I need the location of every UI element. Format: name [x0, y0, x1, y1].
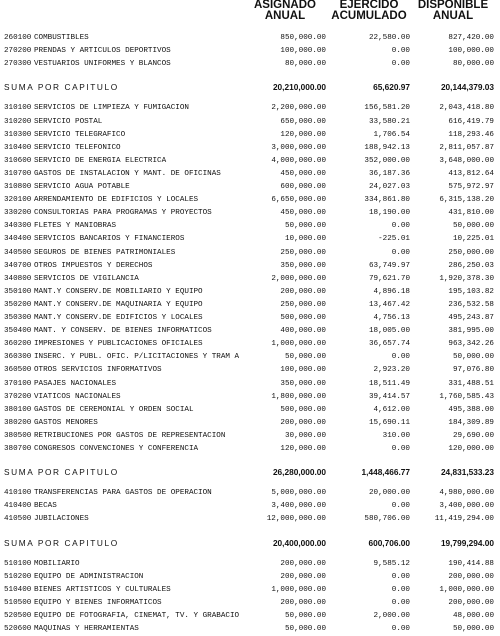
table-row — [0, 378, 500, 391]
account-description: FLETES Y MANIOBRAS — [34, 222, 117, 231]
account-code: 340500 — [4, 248, 32, 257]
disponible-value: 11,419,294.00 — [434, 515, 494, 524]
disponible-value: 250,000.00 — [448, 248, 494, 257]
disponible-value: 20,144,379.03 — [440, 82, 494, 93]
account-description: VIATICOS NACIONALES — [34, 392, 121, 401]
asignado-value: 2,000,000.00 — [271, 274, 326, 283]
account-code: 360200 — [4, 340, 32, 349]
asignado-value: 3,000,000.00 — [271, 143, 326, 152]
disponible-value: 3,400,000.00 — [439, 502, 494, 511]
table-row — [0, 417, 500, 430]
account-description: COMBUSTIBLES — [34, 34, 89, 42]
table-row — [0, 364, 500, 377]
disponible-value: 97,076.80 — [452, 366, 494, 375]
disponible-value: 24,831,533.23 — [440, 467, 494, 478]
disponible-value: 4,980,000.00 — [439, 489, 494, 498]
ejercido-value: 22,580.00 — [368, 34, 410, 42]
table-row — [0, 168, 500, 181]
asignado-value: 500,000.00 — [280, 314, 326, 322]
disponible-value: 184,309.89 — [448, 418, 494, 427]
asignado-value: 350,000.00 — [280, 379, 326, 388]
asignado-value: 3,400,000.00 — [271, 502, 326, 511]
account-code: 270300 — [4, 60, 32, 69]
table-row — [0, 500, 500, 513]
asignado-value: 350,000.00 — [280, 261, 326, 270]
account-description: SUMA POR CAPITULO — [4, 467, 119, 478]
asignado-value: 100,000.00 — [280, 366, 326, 375]
account-description: ARRENDAMIENTO DE EDIFICIOS Y LOCALES — [34, 196, 199, 205]
header-ejercido-line2: ACUMULADO — [331, 10, 407, 22]
table-row — [0, 351, 500, 364]
asignado-value: 12,000,000.00 — [266, 515, 326, 524]
account-code: 380200 — [4, 418, 32, 427]
ejercido-value: 36,657.74 — [368, 340, 410, 349]
ejercido-value: 1,448,466.77 — [361, 467, 410, 478]
disponible-value: 120,000.00 — [448, 445, 494, 453]
ejercido-value: 0.00 — [391, 353, 410, 362]
asignado-value: 10,000.00 — [284, 235, 326, 244]
header-asignado-line2: ANUAL — [264, 10, 306, 22]
disponible-value: 286,250.03 — [448, 261, 494, 270]
header-disponible-line2: ANUAL — [432, 10, 474, 22]
asignado-value: 1,000,000.00 — [271, 585, 326, 594]
ejercido-value: 39,414.57 — [368, 392, 410, 401]
ejercido-value: 15,690.11 — [368, 418, 410, 427]
disponible-value: 118,293.46 — [448, 130, 494, 139]
account-description: RETRIBUCIONES POR GASTOS DE REPRESENTACION — [34, 431, 226, 440]
account-description: MANT.Y CONSERV.DE EDIFICIOS Y LOCALES — [34, 314, 203, 322]
account-code: 380700 — [4, 445, 32, 453]
asignado-value: 450,000.00 — [280, 209, 326, 218]
disponible-value: 190,414.88 — [448, 559, 494, 568]
disponible-value: 48,000.00 — [452, 612, 494, 620]
account-description: BECAS — [34, 502, 57, 511]
ejercido-value: 0.00 — [391, 585, 410, 594]
asignado-value: 400,000.00 — [280, 327, 326, 336]
account-code: 310800 — [4, 183, 32, 191]
account-description: JUBILACIONES — [34, 515, 89, 524]
account-code: 350100 — [4, 287, 32, 296]
disponible-value: 575,972.97 — [448, 183, 494, 191]
disponible-value: 381,995.00 — [448, 327, 494, 336]
ejercido-value: 352,000.00 — [364, 156, 410, 165]
account-description: SERVICIO AGUA POTABLE — [34, 183, 130, 191]
account-description: GASTOS MENORES — [34, 418, 98, 427]
account-code: 510400 — [4, 585, 32, 594]
account-code: 520600 — [4, 625, 32, 634]
chapter-total-row — [0, 81, 500, 94]
ejercido-value: 18,511.49 — [368, 379, 410, 388]
asignado-value: 850,000.00 — [280, 34, 326, 42]
table-row — [0, 597, 500, 610]
disponible-value: 200,000.00 — [448, 572, 494, 581]
table-row — [0, 391, 500, 404]
account-description: SERVICIO TELEFONICO — [34, 143, 121, 152]
asignado-value: 4,000,000.00 — [271, 156, 326, 165]
account-description: INSERC. Y PUBL. OFIC. P/LICITACIONES Y TRAM A — [34, 353, 240, 362]
table-row — [0, 513, 500, 526]
account-description: SERVICIOS DE LIMPIEZA Y FUMIGACION — [34, 104, 189, 113]
table-row — [0, 116, 500, 129]
disponible-value: 195,103.82 — [448, 287, 494, 296]
account-code: 310300 — [4, 130, 32, 139]
disponible-value: 50,000.00 — [452, 222, 494, 231]
disponible-value: 1,760,585.43 — [439, 392, 494, 401]
ejercido-value: 188,942.13 — [364, 143, 410, 152]
asignado-value: 200,000.00 — [280, 572, 326, 581]
ejercido-value: 65,620.97 — [373, 82, 410, 93]
disponible-value: 2,043,418.80 — [439, 104, 494, 113]
disponible-value: 19,799,294.00 — [440, 537, 494, 548]
account-description: SERVICIO POSTAL — [34, 117, 103, 126]
account-description: SERVICIO TELEGRAFICO — [34, 130, 126, 139]
account-description: OTROS IMPUESTOS Y DERECHOS — [34, 261, 153, 270]
table-row — [0, 299, 500, 312]
account-code: 270200 — [4, 47, 32, 56]
disponible-value: 616,419.79 — [448, 117, 494, 126]
account-description: SUMA POR CAPITULO — [4, 82, 119, 93]
table-row — [0, 338, 500, 351]
account-code: 350400 — [4, 327, 32, 336]
table-row — [0, 487, 500, 500]
account-description: CONSULTORIAS PARA PROGRAMAS Y PROYECTOS — [34, 209, 212, 218]
account-code: 510500 — [4, 598, 32, 607]
header-ejercido — [328, 0, 410, 30]
account-code: 350300 — [4, 314, 32, 322]
account-description: OTROS SERVICIOS INFORMATIVOS — [34, 366, 162, 375]
header-disponible-line1: DISPONIBLE — [417, 0, 489, 11]
account-description: MANT.Y CONSERV.DE MAQUINARIA Y EQUIPO — [34, 300, 203, 309]
asignado-value: 100,000.00 — [280, 47, 326, 56]
ejercido-value: 0.00 — [391, 248, 410, 257]
account-code: 360500 — [4, 366, 32, 375]
table-row — [0, 233, 500, 246]
ejercido-value: 0.00 — [391, 222, 410, 231]
account-code: 320100 — [4, 196, 32, 205]
account-code: 310200 — [4, 117, 32, 126]
header-disponible — [412, 0, 494, 30]
account-code: 370100 — [4, 379, 32, 388]
table-row — [0, 260, 500, 273]
account-code: 370200 — [4, 392, 32, 401]
account-description: EQUIPO Y BIENES INFORMATICOS — [34, 598, 162, 607]
account-description: VESTUARIOS UNIFORMES Y BLANCOS — [34, 60, 171, 69]
table-row — [0, 430, 500, 443]
ejercido-value: 0.00 — [391, 625, 410, 634]
table-row — [0, 181, 500, 194]
table-row — [0, 102, 500, 115]
header-ejercido-line1: EJERCIDO — [339, 0, 399, 11]
account-code: 310600 — [4, 156, 32, 165]
table-row — [0, 286, 500, 299]
disponible-value: 200,000.00 — [448, 598, 494, 607]
ejercido-value: 20,000.00 — [368, 489, 410, 498]
asignado-value: 120,000.00 — [280, 445, 326, 453]
ejercido-value: 0.00 — [391, 47, 410, 56]
ejercido-value: 310.00 — [382, 431, 410, 440]
table-row — [0, 623, 500, 636]
asignado-value: 50,000.00 — [284, 612, 326, 620]
account-code: 310100 — [4, 104, 32, 113]
chapter-total-row — [0, 537, 500, 550]
table-row — [0, 247, 500, 260]
asignado-value: 200,000.00 — [280, 418, 326, 427]
account-description: MANT.Y CONSERV.DE MOBILIARIO Y EQUIPO — [34, 287, 203, 296]
account-description: PRENDAS Y ARTICULOS DEPORTIVOS — [34, 47, 171, 56]
account-code: 260100 — [4, 34, 32, 42]
ejercido-value: 334,861.80 — [364, 196, 410, 205]
asignado-value: 6,650,000.00 — [271, 196, 326, 205]
ejercido-value: 18,190.00 — [368, 209, 410, 218]
asignado-value: 120,000.00 — [280, 130, 326, 139]
ejercido-value: 4,612.00 — [373, 405, 410, 414]
table-row — [0, 45, 500, 58]
account-code: 340800 — [4, 274, 32, 283]
asignado-value: 650,000.00 — [280, 117, 326, 126]
account-code: 340400 — [4, 235, 32, 244]
disponible-value: 3,648,000.00 — [439, 156, 494, 165]
table-row — [0, 207, 500, 220]
asignado-value: 1,000,000.00 — [271, 340, 326, 349]
table-row — [0, 571, 500, 584]
account-code: 380100 — [4, 405, 32, 414]
table-row — [0, 610, 500, 623]
ejercido-value: 4,896.18 — [373, 287, 410, 296]
disponible-value: 6,315,138.20 — [439, 196, 494, 205]
account-description: EQUIPO DE FOTOGRAFIA, CINEMAT, TV. Y GRABACIO — [34, 612, 240, 620]
header-asignado-line1: ASIGNADO — [254, 0, 316, 11]
table-row — [0, 273, 500, 286]
account-code: 410500 — [4, 515, 32, 524]
table-row — [0, 142, 500, 155]
ejercido-value: 63,749.97 — [368, 261, 410, 270]
ejercido-value: 580,706.00 — [364, 515, 410, 524]
table-row — [0, 58, 500, 71]
account-description: SERVICIO DE ENERGIA ELECTRICA — [34, 156, 167, 165]
ejercido-value: 79,621.70 — [368, 274, 410, 283]
header-asignado — [244, 0, 326, 30]
asignado-value: 200,000.00 — [280, 598, 326, 607]
ejercido-value: -225.01 — [378, 235, 410, 244]
table-row — [0, 584, 500, 597]
account-description: MAQUINAS Y HERRAMIENTAS — [34, 625, 139, 634]
asignado-value: 26,280,000.00 — [272, 467, 326, 478]
asignado-value: 50,000.00 — [284, 353, 326, 362]
disponible-value: 1,920,378.30 — [439, 274, 494, 283]
asignado-value: 1,800,000.00 — [271, 392, 326, 401]
account-description: GASTOS DE INSTALACION Y MANT. DE OFICINAS — [34, 169, 221, 178]
asignado-value: 20,400,000.00 — [272, 537, 326, 548]
asignado-value: 250,000.00 — [280, 248, 326, 257]
account-description: TRANSFERENCIAS PARA GASTOS DE OPERACION — [34, 489, 212, 498]
asignado-value: 250,000.00 — [280, 300, 326, 309]
disponible-value: 50,000.00 — [452, 625, 494, 634]
account-code: 520500 — [4, 612, 32, 620]
account-code: 310400 — [4, 143, 32, 152]
asignado-value: 80,000.00 — [284, 60, 326, 69]
table-row — [0, 32, 500, 45]
ejercido-value: 9,585.12 — [373, 559, 410, 568]
ejercido-value: 36,187.36 — [368, 169, 410, 178]
ejercido-value: 2,000.00 — [373, 612, 410, 620]
account-description: GASTOS DE CEREMONIAL Y ORDEN SOCIAL — [34, 405, 194, 414]
table-row — [0, 194, 500, 207]
disponible-value: 827,420.00 — [448, 34, 494, 42]
asignado-value: 450,000.00 — [280, 169, 326, 178]
disponible-value: 413,812.64 — [448, 169, 494, 178]
ejercido-value: 0.00 — [391, 598, 410, 607]
table-row — [0, 558, 500, 571]
account-description: CONGRESOS CONVENCIONES Y CONFERENCIA — [34, 445, 199, 453]
disponible-value: 431,810.00 — [448, 209, 494, 218]
table-row — [0, 155, 500, 168]
asignado-value: 2,200,000.00 — [271, 104, 326, 113]
asignado-value: 20,210,000.00 — [272, 82, 326, 93]
account-description: MANT. Y CONSERV. DE BIENES INFORMATICOS — [34, 327, 212, 336]
asignado-value: 600,000.00 — [280, 183, 326, 191]
account-code: 360300 — [4, 353, 32, 362]
account-description: BIENES ARTISTICOS Y CULTURALES — [34, 585, 171, 594]
account-code: 510100 — [4, 559, 32, 568]
disponible-value: 2,811,057.87 — [439, 143, 494, 152]
ejercido-value: 0.00 — [391, 502, 410, 511]
asignado-value: 500,000.00 — [280, 405, 326, 414]
account-description: PASAJES NACIONALES — [34, 379, 117, 388]
ejercido-value: 0.00 — [391, 572, 410, 581]
ejercido-value: 33,580.21 — [368, 117, 410, 126]
asignado-value: 200,000.00 — [280, 287, 326, 296]
asignado-value: 200,000.00 — [280, 559, 326, 568]
disponible-value: 100,000.00 — [448, 47, 494, 56]
disponible-value: 331,488.51 — [448, 379, 494, 388]
account-description: IMPRESIONES Y PUBLICACIONES OFICIALES — [34, 340, 203, 349]
account-code: 410100 — [4, 489, 32, 498]
ejercido-value: 4,756.13 — [373, 314, 410, 322]
account-description: SERVICIOS BANCARIOS Y FINANCIEROS — [34, 235, 185, 244]
account-code: 340300 — [4, 222, 32, 231]
table-row — [0, 443, 500, 456]
asignado-value: 5,000,000.00 — [271, 489, 326, 498]
asignado-value: 30,000.00 — [284, 431, 326, 440]
table-row — [0, 312, 500, 325]
disponible-value: 50,000.00 — [452, 353, 494, 362]
asignado-value: 50,000.00 — [284, 625, 326, 634]
table-row — [0, 325, 500, 338]
account-code: 310700 — [4, 169, 32, 178]
ejercido-value: 18,005.00 — [368, 327, 410, 336]
account-description: SUMA POR CAPITULO — [4, 537, 119, 548]
account-description: EQUIPO DE ADMINISTRACION — [34, 572, 144, 581]
ejercido-value: 1,706.54 — [373, 130, 410, 139]
asignado-value: 50,000.00 — [284, 222, 326, 231]
disponible-value: 29,690.00 — [452, 431, 494, 440]
disponible-value: 80,000.00 — [452, 60, 494, 69]
account-code: 380500 — [4, 431, 32, 440]
ejercido-value: 2,923.20 — [373, 366, 410, 375]
account-code: 340700 — [4, 261, 32, 270]
table-row — [0, 404, 500, 417]
disponible-value: 10,225.01 — [452, 235, 494, 244]
account-code: 510200 — [4, 572, 32, 581]
disponible-value: 236,532.58 — [448, 300, 494, 309]
ejercido-value: 13,467.42 — [368, 300, 410, 309]
ejercido-value: 600,706.00 — [368, 537, 410, 548]
ejercido-value: 0.00 — [391, 60, 410, 69]
ejercido-value: 156,581.20 — [364, 104, 410, 113]
disponible-value: 495,243.87 — [448, 314, 494, 322]
account-code: 410400 — [4, 502, 32, 511]
chapter-total-row — [0, 466, 500, 479]
disponible-value: 1,000,000.00 — [439, 585, 494, 594]
account-description: MOBILIARIO — [34, 559, 80, 568]
table-row — [0, 220, 500, 233]
disponible-value: 963,342.26 — [448, 340, 494, 349]
account-code: 330200 — [4, 209, 32, 218]
account-description: SEGUROS DE BIENES PATRIMONIALES — [34, 248, 176, 257]
disponible-value: 495,388.00 — [448, 405, 494, 414]
ejercido-value: 24,027.03 — [368, 183, 410, 191]
table-row — [0, 129, 500, 142]
ejercido-value: 0.00 — [391, 445, 410, 453]
account-code: 350200 — [4, 300, 32, 309]
account-description: SERVICIOS DE VIGILANCIA — [34, 274, 139, 283]
